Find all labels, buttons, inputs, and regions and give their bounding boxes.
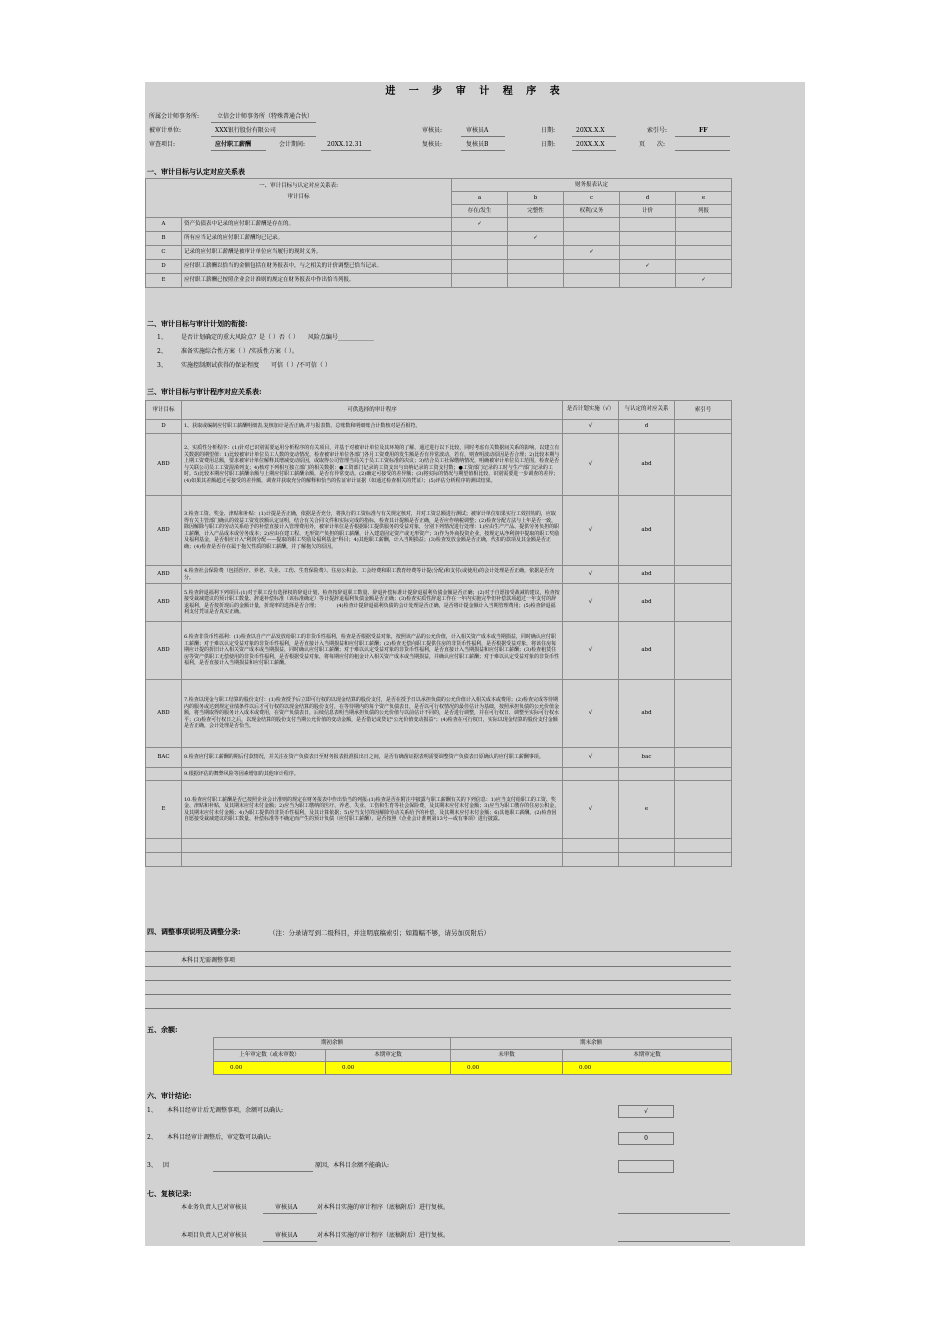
s3-row-assertion: abd xyxy=(619,434,675,496)
date1-value: 20XX.X.X xyxy=(576,127,605,134)
date1-label: 日期: xyxy=(541,127,556,134)
s3-row-implement xyxy=(563,768,619,781)
s3-row-ref xyxy=(675,622,732,680)
s3-row-target: E xyxy=(146,781,182,839)
s1-colname-c: 权利/义务 xyxy=(564,205,620,218)
s3-row-procedure xyxy=(182,839,563,853)
s5-value-2: 0.00 xyxy=(326,1062,451,1075)
s1-check-mark: ✓ xyxy=(620,260,676,274)
s5-col-1: 上年审定数（或未审数） xyxy=(214,1050,326,1062)
section-4-title: 四、调整事项说明及调整分录: xyxy=(147,927,241,936)
s3-row-procedure: 5.检查辞退福利下列项目:(1)对于职工没有选择权的辞退计划，检查按辞退职工数量、辞退补偿标准计提辞退福利负债金额是否正确；(2)对于自愿接受裁减的建议，检查按接受裁减建议的预计职工数量、辞退补偿标准（该标准确定）等计提辞退福利负债金额是否正确；(3)检查实质性辞退工作在一年内实施完毕但补偿款项超过一年支付的辞退福利，是否按折现后的金额计量，折现率的选择是否合理； (4)检查计提辞退福利负债的会计处理是否正确，是否将计提金额计入当期管理费用；(5)检查辞退福利支付凭证是否真实正确。 xyxy=(182,584,563,622)
s5-value-3: 0.00 xyxy=(451,1062,563,1075)
s3-row-ref xyxy=(675,853,732,867)
s3-row-implement xyxy=(563,853,619,867)
s3-row-assertion xyxy=(619,768,675,781)
s3-row-ref xyxy=(675,496,732,566)
s3-row-procedure: 2、实质性分析程序：(1)针对已识别需要运用分析程序的有关项目，并基于对被审计单位及其环境的了解，通过进行以下比较，同时考虑有关数据间关系的影响，以建立有关数据的期望值：1)比较被审计单位员工人数的变动情况，检查被审计单位各部门各月工资费用的发生额是否有异常波动，若有，则查明波动原因是否合理；2)比较本期与上期工资费用总额，要求被审计单位解释其增减变动原因，或取得公司管理当局关于员工工资标准的决议；3)结合员工社保缴纳情况，明确被审计单位员工范围，检查是否与关联公司员工工资混淆列支；4)核对下列相互独立部门的相关数据：●工资部门记录的工资支出与出纳记录的工资支付数；●工资部门记录的工时与生产部门记录的工时。5)比较本期应付职工薪酬余额与上期应付职工薪酬余额，是否有异常变动。(2)确定可接受的差异额；(3)将实际的情况与期望值相比较，识别需要进一步调查的差异；(4)如果其差额超过可接受的差异额，调查并获取充分的解释和恰当的佐证审计证据（如通过检查相关的凭证）；(5)评估分析程序的测试结果。 xyxy=(182,434,563,496)
s2-line-2-num: 2、 xyxy=(157,348,167,355)
s3-row xyxy=(146,566,732,584)
s3-row-implement: √ xyxy=(563,420,619,434)
s3-row-procedure: 8.检查应付职工薪酬的期后付款情况，并关注在资产负债表日至财务报表批准报出日之间，是否有确凿证据表明需要调整资产负债表日原确认的应付职工薪酬事项。 xyxy=(182,748,563,768)
s3-head-target: 审计目标 xyxy=(146,401,182,420)
firm-label: 所属会计师事务所: xyxy=(149,113,200,120)
s1-row xyxy=(146,232,732,246)
s1-empty-cell xyxy=(676,246,732,260)
s1-row xyxy=(146,260,732,274)
s3-row-target: ABD xyxy=(146,584,182,622)
audit-procedure-sheet xyxy=(145,82,805,1246)
s3-row-target: ABD xyxy=(146,566,182,584)
s1-empty-cell xyxy=(508,274,564,288)
s3-row-procedure: 3.检查工资、奖金、津贴和补贴：(1)计提是否正确，依据是否充分，将执行的工资标准与有关规定核对，并对工资总额进行测试；被审计单位如果实行工效挂钩的，应取得有关主管部门确认的效益工资发放额认定证明，结合有关合同文件和实际完成的指标，检查其计提额是否正确，是否应作纳税调整；(2)检查分配方法与上年是否一致，除因解除与职工的劳动关系给予的补偿直接计入管理费用外，被审计单位是否根据职工提供服务的受益对象，分别下列情况进行处理：1)应由生产产品、提供劳务负担的职工薪酬，计入产品成本或劳务成本；2)应由在建工程、无形资产负担的职工薪酬，计入建造固定资产或无形资产；3)作为外商投资企业，按规定从净利润中提取的职工奖励及福利基金，是否相应计入"利润分配——提取的职工奖励及福利基金"科目；4)其他职工薪酬，计入当期损益；(3)检查发放金额是否正确，代扣的款项及其金额是否正确；(4)检查是否存在属于拖欠性质的职工薪酬，并了解拖欠的原因。 xyxy=(182,496,563,566)
s3-row-implement: √ xyxy=(563,622,619,680)
assertion-table xyxy=(145,178,732,288)
s3-row-target xyxy=(146,768,182,781)
s3-row-implement: √ xyxy=(563,566,619,584)
s3-row-target: BAC xyxy=(146,748,182,768)
s1-row-text: 所有应当记录的应付职工薪酬均已记录。 xyxy=(182,232,452,246)
s7-line-1-b: 审核员A xyxy=(275,1204,298,1211)
section-7-title: 七、复核记录: xyxy=(147,1189,192,1198)
s6-line-3-b: 原因，本科目余额不能确认: xyxy=(315,1162,390,1169)
s3-row-ref xyxy=(675,839,732,853)
s1-col-e: e xyxy=(676,192,732,205)
reviewer-label: 复核员: xyxy=(422,141,443,148)
s3-row-ref xyxy=(675,434,732,496)
ref-value: FF xyxy=(699,127,708,134)
s1-empty-cell xyxy=(452,260,508,274)
page-label: 页 次: xyxy=(639,141,666,148)
s7-line-2-a: 本项目负责人已对审核员 xyxy=(181,1232,248,1239)
s1-row xyxy=(146,246,732,260)
s3-row-ref xyxy=(675,781,732,839)
s3-row-ref xyxy=(675,566,732,584)
s3-row-target: ABD xyxy=(146,680,182,748)
s3-row xyxy=(146,420,732,434)
s3-row-implement: √ xyxy=(563,680,619,748)
section-5-title: 五、余额: xyxy=(147,1025,178,1034)
s3-row xyxy=(146,839,732,853)
s1-row-text: 资产负债表中记录的应付职工薪酬是存在的。 xyxy=(182,218,452,232)
s1-check-mark: ✓ xyxy=(508,232,564,246)
section-6-title: 六、审计结论: xyxy=(147,1091,192,1100)
reviewer-value: 复核员B xyxy=(466,141,489,148)
s3-row-assertion: e xyxy=(619,781,675,839)
s3-row-procedure: 6.检查非货币性福利：(1)检查以自产产品发放给职工的非货币性福利，检查是否根据受益对象，按照该产品的公允价值，计入相关资产成本或当期损益，同时确认应付职工薪酬；对于难以认定受益对象的非货币性福利，是否直接计入当期损益和应付职工薪酬；(2)检查无偿向职工提供住房的非货币性福利，是否根据受益对象，将该住房每期应计提的折旧计入相关资产成本或当期损益，同时确认应付职工薪酬；对于难以认定受益对象的非货币性福利，是否直接计入当期损益和应付职工薪酬；(3)检查租赁住房等资产供职工无偿使用的非货币性福利，是否根据受益对象，将每期应付的租金计入相关资产成本或当期损益，并确认应付职工薪酬；对于难以认定受益对象的非货币性福利，是否直接计入当期损益和应付职工薪酬。 xyxy=(182,622,563,680)
procedure-table xyxy=(145,400,732,867)
s5-head-open: 期初余额 xyxy=(214,1038,451,1050)
s1-head-right: 财务报表认定 xyxy=(452,179,732,192)
s3-row-target xyxy=(146,839,182,853)
s6-box-3 xyxy=(618,1160,674,1173)
s3-row-target: ABD xyxy=(146,622,182,680)
s3-row-assertion: abd xyxy=(619,680,675,748)
s1-empty-cell xyxy=(452,232,508,246)
s1-head-left: 一、审计目标与认定对应关系表: xyxy=(259,182,338,189)
s1-row-key: B xyxy=(146,232,182,246)
s3-row xyxy=(146,748,732,768)
s3-row-ref xyxy=(675,420,732,434)
entity-label: 被审计单位: xyxy=(149,127,182,134)
s1-empty-cell xyxy=(564,218,620,232)
s3-row-assertion xyxy=(619,839,675,853)
s6-box-2: 0 xyxy=(618,1132,674,1145)
s3-row-assertion: abd xyxy=(619,622,675,680)
s1-col-d: d xyxy=(620,192,676,205)
s3-row xyxy=(146,496,732,566)
s1-head-sub: 审计目标 xyxy=(287,193,310,200)
s1-empty-cell xyxy=(508,246,564,260)
s4-line-1: 本科目无需调整事项 xyxy=(181,957,236,964)
s3-row xyxy=(146,680,732,748)
s1-check-mark: ✓ xyxy=(676,274,732,288)
s5-value-1: 0.00 xyxy=(214,1062,326,1075)
s1-row-text: 应付职工薪酬已按照企业会计准则的规定在财务报表中作出恰当列报。 xyxy=(182,274,452,288)
s3-row-procedure: 9.根据评估的舞弊风险等因素增加的其他审计程序。 xyxy=(182,768,563,781)
s3-head-assert: 与认定的对应关系 xyxy=(619,401,675,420)
s6-line-3-num: 3、 xyxy=(147,1162,157,1169)
firm-value: 立信会计师事务所（特殊普通合伙） xyxy=(217,113,314,120)
s3-row xyxy=(146,853,732,867)
s3-row xyxy=(146,434,732,496)
s3-row-ref xyxy=(675,680,732,748)
item-value: 应付职工薪酬 xyxy=(215,141,252,148)
s5-col-4: 本期审定数 xyxy=(563,1050,732,1062)
s3-row-assertion xyxy=(619,853,675,867)
page-title: 进 一 步 审 计 程 序 表 xyxy=(385,86,565,97)
s1-colname-a: 存在/发生 xyxy=(452,205,508,218)
s1-empty-cell xyxy=(508,260,564,274)
s1-row-text: 记录的应付职工薪酬是被审计单位应当履行的现时义务。 xyxy=(182,246,452,260)
s3-row-implement: √ xyxy=(563,584,619,622)
s3-row-assertion: bac xyxy=(619,748,675,768)
s3-row-assertion: abd xyxy=(619,566,675,584)
s1-row-key: C xyxy=(146,246,182,260)
s5-head-close: 期末余额 xyxy=(451,1038,732,1050)
section-1-title: 一、审计目标与认定对应关系表 xyxy=(147,167,245,176)
s1-empty-cell xyxy=(564,274,620,288)
s7-line-1-c: 对本科目实施的审计程序（底稿附后）进行复核。 xyxy=(317,1204,450,1211)
s3-row-implement: √ xyxy=(563,748,619,768)
s3-row-assertion: abd xyxy=(619,496,675,566)
s3-row xyxy=(146,622,732,680)
s3-head-impl: 是否计划实施（√） xyxy=(563,401,619,420)
s3-row-ref xyxy=(675,768,732,781)
s1-row-key: D xyxy=(146,260,182,274)
section-2-title: 二、审计目标与审计计划的衔接: xyxy=(147,319,248,328)
s2-line-2: 准备实施综合性方案（ ）/实质性方案（ ）。 xyxy=(181,348,298,355)
s2-line-1-num: 1、 xyxy=(157,334,167,341)
s7-line-2-b: 审核员A xyxy=(275,1232,298,1239)
s6-box-1: √ xyxy=(618,1105,674,1118)
s1-empty-cell xyxy=(508,218,564,232)
s1-empty-cell xyxy=(564,232,620,246)
s6-line-1: 本科目经审计后无调整事项，余额可以确认: xyxy=(167,1107,284,1114)
s3-row-assertion: abd xyxy=(619,584,675,622)
section-3-title: 三、审计目标与审计程序对应关系表: xyxy=(147,387,262,396)
s1-empty-cell xyxy=(620,246,676,260)
s6-line-1-num: 1、 xyxy=(147,1107,157,1114)
s3-row-procedure xyxy=(182,853,563,867)
s1-row-key: E xyxy=(146,274,182,288)
s1-empty-cell xyxy=(620,232,676,246)
s1-empty-cell xyxy=(564,260,620,274)
s1-row xyxy=(146,218,732,232)
s3-row-target xyxy=(146,853,182,867)
s3-row-implement: √ xyxy=(563,781,619,839)
s3-row-ref xyxy=(675,748,732,768)
s3-row xyxy=(146,781,732,839)
s1-colname-d: 计价 xyxy=(620,205,676,218)
s3-row-target: ABD xyxy=(146,496,182,566)
s1-empty-cell xyxy=(452,246,508,260)
s1-empty-cell xyxy=(676,218,732,232)
s3-row-target: D xyxy=(146,420,182,434)
s6-line-3: 因 xyxy=(163,1162,170,1169)
s1-empty-cell xyxy=(676,232,732,246)
period-label: 会计期间: xyxy=(279,141,306,148)
s1-col-b: b xyxy=(508,192,564,205)
preparer-value: 审核员A xyxy=(466,127,489,134)
s1-colname-b: 完整性 xyxy=(508,205,564,218)
balance-table xyxy=(213,1037,732,1075)
period-value: 20XX.12.31 xyxy=(327,141,363,148)
s1-col-a: a xyxy=(452,192,508,205)
date2-label: 日期: xyxy=(541,141,556,148)
s2-line-3: 实施控制测试获得的保证程度 可信（ ）/不可信（ ） xyxy=(181,362,331,369)
preparer-label: 审核员: xyxy=(422,127,443,134)
s1-empty-cell xyxy=(452,274,508,288)
s2-line-3-num: 3、 xyxy=(157,362,167,369)
s3-row-procedure: 10.检查应付职工薪酬是否已按照企业会计准则的规定在财务报表中作出恰当的列报:(1)检查是否在附注中披露与职工薪酬有关的下列信息：1)应当支付给职工的工资、奖金、津贴和补贴，及其期末应付未付金额；2)应当为职工缴纳的医疗、养老、失业、工伤和生育等社会保险费，及其期末应付未付金额；3)应当为职工缴存的住房公积金，及其期末应付未付金额；4)为职工提供的非货币性福利，及其计算依据；5)应当支付的因解除劳动关系给予的补偿，及其期末应付未付金额；6)其他职工薪酬。(2)检查因自愿接受裁减建议的职工数量、补偿标准等不确定而产生的预计负债（应付职工薪酬），是否按照《企业会计准则第13号—或有事项》进行披露。 xyxy=(182,781,563,839)
s3-head-ref: 索引号 xyxy=(675,401,732,420)
s1-empty-cell xyxy=(620,218,676,232)
s1-row-text: 应付职工薪酬以恰当的金额包括在财务报表中，与之相关的计价调整已恰当记录。 xyxy=(182,260,452,274)
s3-row xyxy=(146,768,732,781)
s7-line-1-a: 本业务负责人已对审核员 xyxy=(181,1204,248,1211)
date2-value: 20XX.X.X xyxy=(576,141,605,148)
s5-value-4: 0.00 xyxy=(563,1062,732,1075)
s7-line-2-c: 对本科目实施的审计程序（底稿附后）进行复核。 xyxy=(317,1232,450,1239)
s1-col-c: c xyxy=(564,192,620,205)
s3-row-implement: √ xyxy=(563,496,619,566)
s2-line-1: 是否计划确定的重大风险点？是（ ）否（ ） 风险点编号____________ xyxy=(181,334,374,341)
item-label: 审查项目: xyxy=(149,141,176,148)
s1-colname-e: 列报 xyxy=(676,205,732,218)
s1-check-mark: ✓ xyxy=(452,218,508,232)
s3-row xyxy=(146,584,732,622)
s6-line-2-num: 2、 xyxy=(147,1134,157,1141)
ref-label: 索引号: xyxy=(647,127,668,134)
s3-row-target: ABD xyxy=(146,434,182,496)
s1-empty-cell xyxy=(620,274,676,288)
s3-row-procedure: 7.检查以现金与职工结算的股份支付：(1)检查授予后立即可行权的以现金结算的股份支付，是否在授予日以承担负债的公允价值计入相关成本或费用；(2)检查完成等待期内的服务或达到规定业绩条件以后才可行权的以现金结算的股份支付，在等待期内的每个资产负债表日，是否以可行权情况的最佳估计为基础，按照承担负债的公允价值金额，将当期取得的服务计入成本或费用，在资产负债表日，后续信息表明当期承担负债的公允价值与以前估计不同的，是否进行调整，并在可行权日，调整至实际可行权水平；(3)检查可行权日之后，以现金结算的股份支付当期公允价值的变动金额，是否借记或贷记"公允价值变动损益"；(4)检查在可行权日，实际以现金结算的股份支付金额是否正确，会计处理是否恰当。 xyxy=(182,680,563,748)
s3-row-procedure: 4.检查社会保险费（包括医疗、养老、失业、工伤、生育保险费）、住房公积金、工会经费和职工教育经费等计提(分配)和支付(或使用)的会计处理是否正确，依据是否充分。 xyxy=(182,566,563,584)
s4-note: （注：分录请写到二级科目，并注明底稿索引；如篇幅不够，请另加页附后） xyxy=(269,929,490,937)
s3-row-ref xyxy=(675,584,732,622)
s1-empty-cell xyxy=(676,260,732,274)
s3-row-procedure: 1、获取或编制应付职工薪酬明细表,复核加计是否正确,并与报表数、总账数和明细账合计数核对是否相符。 xyxy=(182,420,563,434)
s3-head-proc: 可供选择的审计程序 xyxy=(182,401,563,420)
s1-row xyxy=(146,274,732,288)
s3-row-implement xyxy=(563,839,619,853)
s6-line-2: 本科目经审计调整后，审定数可以确认: xyxy=(167,1134,272,1141)
s1-row-key: A xyxy=(146,218,182,232)
s1-check-mark: ✓ xyxy=(564,246,620,260)
s5-col-2: 本期审定数 xyxy=(326,1050,451,1062)
entity-value: XXX银行股份有限公司 xyxy=(215,127,276,134)
s5-col-3: 未审数 xyxy=(451,1050,563,1062)
s3-row-assertion: d xyxy=(619,420,675,434)
s3-row-implement: √ xyxy=(563,434,619,496)
